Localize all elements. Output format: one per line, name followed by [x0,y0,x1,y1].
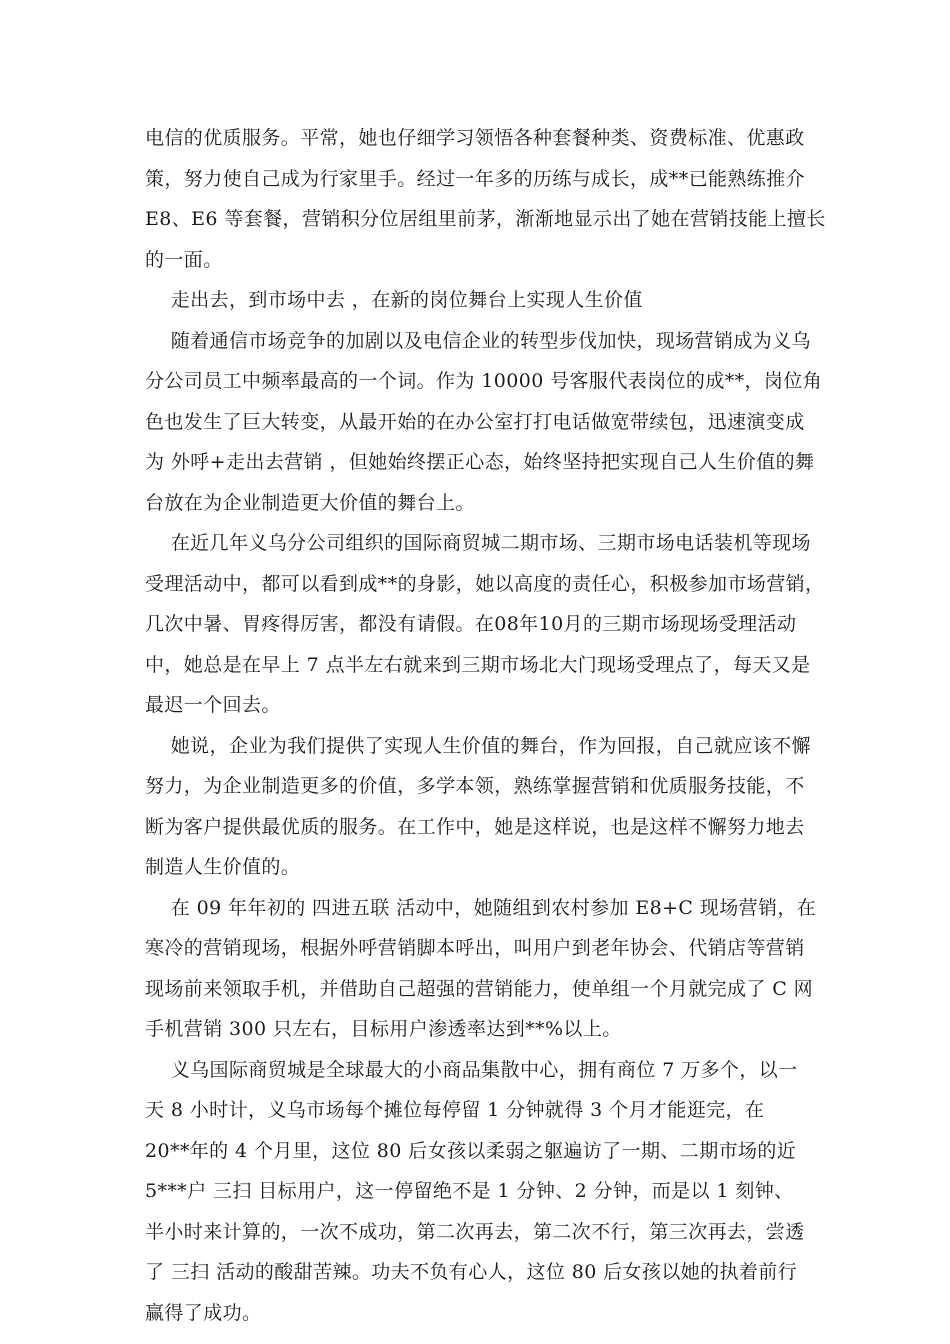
text-line: 义乌国际商贸城是全球最大的小商品集散中心，拥有商位 7 万多个，以一 [145,1058,798,1081]
text-line: 天 8 小时计，义乌市场每个摊位每停留 1 分钟就得 3 个月才能逛完，在 [145,1099,765,1121]
text-line: 策，努力使自己成为行家里手。经过一年多的历练与成长，成**已能熟练推介 [145,167,806,190]
document-body [145,118,826,1333]
text-line: 20**年的 4 个月里，这位 80 后女孩以柔弱之躯遍访了一期、二期市场的近 [145,1139,797,1162]
text-line: 色也发生了巨大转变，从最开始的在办公室打打电话做宽带续包，迅速演变成 [145,410,805,433]
text-line: 在 09 年年初的 四进五联 活动中，她随组到农村参加 E8+C 现场营销，在 [145,896,817,919]
section-heading: 走出去，到市场中去 ，在新的岗位舞台上实现人生价值 [145,289,643,311]
text-line: 现场前来领取手机，并借助自己超强的营销能力，使单组一个月就完成了 C 网 [145,977,814,1000]
text-line: 受理活动中，都可以看到成**的身影，她以高度的责任心，积极参加市场营销， [145,572,825,595]
text-line: 她说，企业为我们提供了实现人生价值的舞台，作为回报，自己就应该不懈 [145,734,811,757]
text-line: 断为客户提供最优质的服务。在工作中，她是这样说，也是这样不懈努力地去 [145,815,805,838]
text-line: 5***户 三扫 目标用户，这一停留绝不是 1 分钟、2 分钟，而是以 1 刻钟、 [145,1180,794,1202]
text-line: 随着通信市场竞争的加剧以及电信企业的转型步伐加快，现场营销成为义乌 [145,329,811,352]
text-line: 努力，为企业制造更多的价值，多学本领，熟练掌握营销和优质服务技能，不 [145,775,805,797]
text-line: 制造人生价值的。 [145,856,301,878]
text-line: 半小时来计算的，一次不成功，第二次再去，第二次不行，第三次再去，尝透 [145,1220,805,1243]
text-line: 分公司员工中频率最高的一个词。作为 10000 号客服代表岗位的成**，岗位角 [145,370,823,392]
text-line: E8、E6 等套餐，营销积分位居组里前茅，渐渐地显示出了她在营销技能上擅长 [145,208,826,230]
text-line: 在近几年义乌分公司组织的国际商贸城二期市场、三期市场电话装机等现场 [145,532,811,554]
text-line: 最迟一个回去。 [145,694,281,716]
text-line: 几次中暑、胃疼得厉害，都没有请假。在08年10月的三期市场现场受理活动 [145,613,797,635]
text-line: 电信的优质服务。平常，她也仔细学习领悟各种套餐种类、资费标准、优惠政 [145,127,805,149]
text-line: 中，她总是在早上 7 点半左右就来到三期市场北大门现场受理点了，每天又是 [145,653,811,676]
text-line: 了 三扫 活动的酸甜苦辣。功夫不负有心人，这位 80 后女孩以她的执着前行 [145,1261,798,1283]
text-line: 赢得了成功。 [145,1301,262,1324]
text-line: 的一面。 [145,248,223,271]
text-line: 寒冷的营销现场，根据外呼营销脚本呼出，叫用户到老年协会、代销店等营销 [145,937,805,959]
text-line: 为 外呼+走出去营销 ，但她始终摆正心态，始终坚持把实现自己人生价值的舞 [145,451,815,473]
text-line: 台放在为企业制造更大价值的舞台上。 [145,491,475,514]
text-line: 手机营销 300 只左右，目标用户渗透率达到**%以上。 [145,1018,622,1040]
